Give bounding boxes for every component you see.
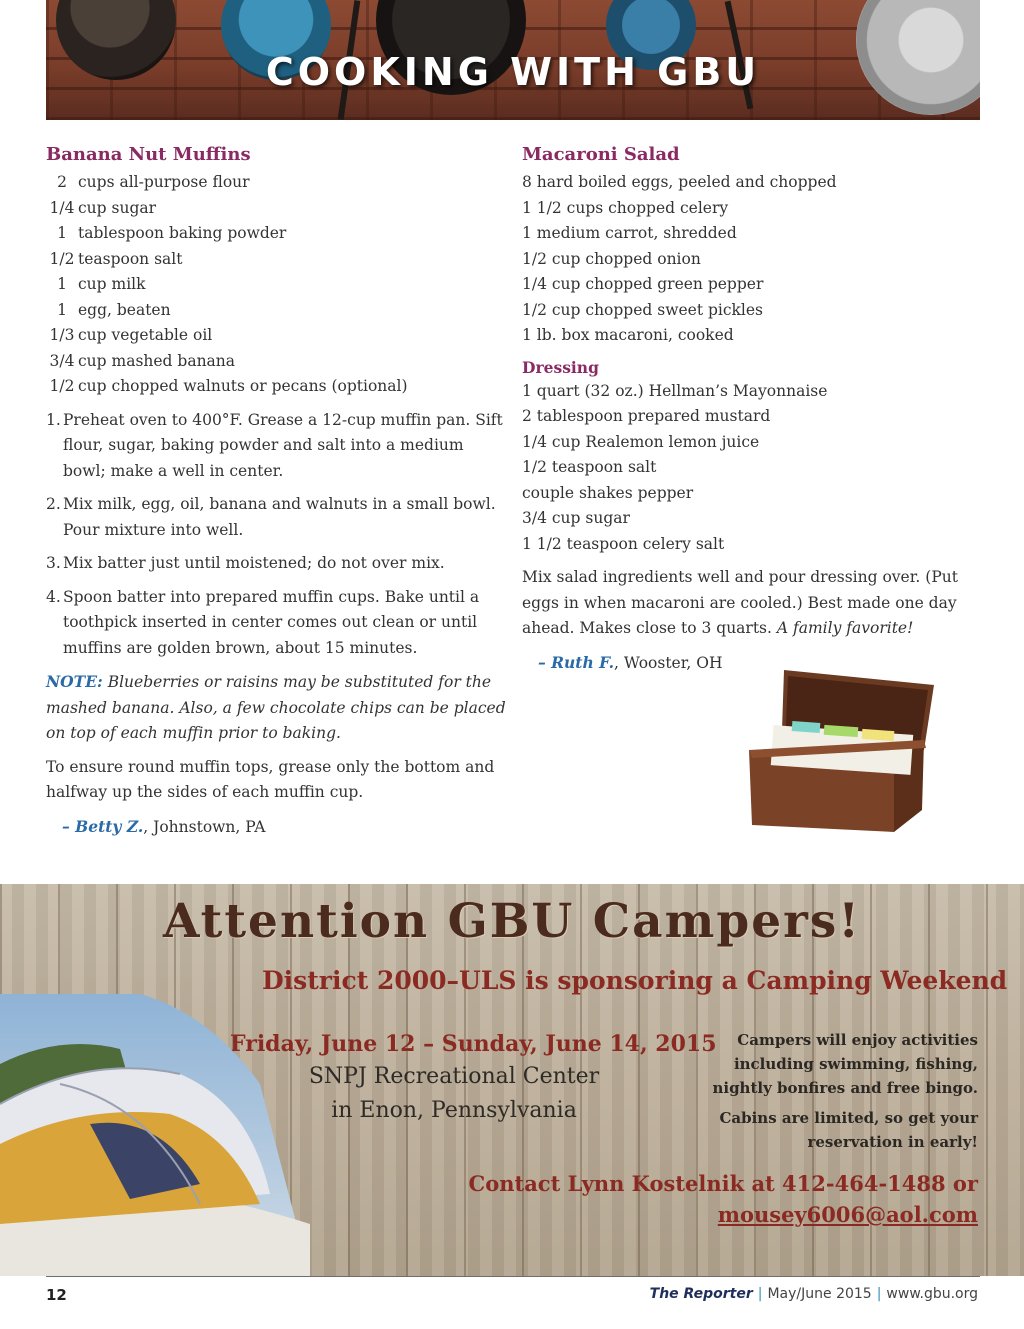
dressing-title: Dressing bbox=[522, 357, 599, 377]
ad-activities: Campers will enjoy activities including swimming, fishing, nightly bonfires and free bingo. bbox=[712, 1031, 978, 1097]
ingredient-row bbox=[46, 221, 506, 247]
note-label: NOTE: bbox=[46, 672, 103, 691]
ingredient-text: tablespoon baking powder bbox=[78, 224, 287, 242]
ad-email-link[interactable]: mousey6006@aol.com bbox=[717, 1202, 978, 1227]
ingredient-row bbox=[46, 196, 506, 222]
ad-sponsor: District 2000–ULS is sponsoring a Camping Weekend bbox=[262, 966, 1008, 995]
ingredient-row: 1/2 cup chopped onion bbox=[522, 249, 701, 268]
page-number: 12 bbox=[46, 1286, 67, 1304]
ingredient-row: couple shakes pepper bbox=[522, 483, 694, 502]
step-text: Mix milk, egg, oil, banana and walnuts in a small bowl. Pour mixture into well. bbox=[63, 495, 496, 539]
ingredient-row: 1/2 teaspoon salt bbox=[522, 458, 657, 476]
ad-location: in Enon, Pennsylvania bbox=[331, 1098, 577, 1123]
ingredient-text: cup milk bbox=[78, 275, 146, 293]
ingredient-quantity: 1 bbox=[57, 300, 67, 319]
macaroni-title: Macaroni Salad bbox=[522, 144, 680, 165]
muffins-tip: To ensure round muffin tops, grease only the bottom and halfway up the sides of each muffin cup. bbox=[46, 757, 495, 801]
ingredient-quantity: 1 bbox=[57, 224, 67, 242]
muffins-steps bbox=[46, 408, 506, 662]
header-banner bbox=[46, 0, 980, 120]
ingredient-row bbox=[46, 272, 506, 298]
step-text: Preheat oven to 400°F. Grease a 12-cup muffin pan. Sift flour, sugar, baking powder and salt into a medium bowl; make a well in center. bbox=[63, 410, 503, 480]
footer-separator: | bbox=[876, 1286, 882, 1302]
ingredient-row bbox=[46, 374, 506, 400]
publication-name: The Reporter bbox=[649, 1286, 753, 1302]
ingredient-row: 1/2 cup chopped sweet pickles bbox=[522, 300, 764, 319]
ingredient-text: cup chopped walnuts or pecans (optional) bbox=[78, 377, 408, 395]
ad-venue: SNPJ Recreational Center bbox=[308, 1064, 600, 1089]
ad-contact: Contact Lynn Kostelnik at 412-464-1488 or bbox=[468, 1171, 978, 1196]
ingredient-text: egg, beaten bbox=[78, 300, 171, 319]
ingredient-row: 1/4 cup Realemon lemon juice bbox=[522, 432, 760, 451]
family-favorite-text: A family favorite! bbox=[776, 619, 914, 637]
step-number: 4. bbox=[46, 587, 61, 606]
ingredient-quantity: 1/3 bbox=[49, 326, 75, 344]
muffins-ingredient-list bbox=[46, 170, 506, 400]
ingredient-text: teaspoon salt bbox=[78, 249, 183, 268]
tent-image bbox=[0, 994, 310, 1276]
dressing-ingredient-list bbox=[522, 379, 962, 558]
author-name: – Betty Z. bbox=[62, 816, 144, 836]
ingredient-row bbox=[46, 323, 506, 349]
ingredient-quantity: 2 bbox=[57, 173, 67, 191]
author-place: , Johnstown, PA bbox=[143, 817, 266, 836]
footer-publication-info bbox=[650, 1286, 978, 1302]
website-link[interactable]: www.gbu.org bbox=[886, 1286, 978, 1302]
camping-ad bbox=[0, 884, 1024, 1276]
ingredient-row: 1 lb. box macaroni, cooked bbox=[522, 326, 734, 344]
macaroni-ingredient-list bbox=[522, 170, 962, 349]
author-name: – Ruth F. bbox=[538, 652, 614, 672]
issue-date: May/June 2015 bbox=[767, 1286, 872, 1302]
ingredient-quantity: 1/4 bbox=[49, 198, 75, 217]
ingredient-row: 1/4 cup chopped green pepper bbox=[522, 275, 764, 293]
ingredient-row: 3/4 cup sugar bbox=[522, 509, 630, 527]
step-text: Mix batter just until moistened; do not over mix. bbox=[63, 554, 445, 572]
step-number: 1. bbox=[46, 410, 61, 429]
ingredient-row: 1 1/2 teaspoon celery salt bbox=[522, 534, 725, 553]
recipe-step bbox=[46, 408, 506, 485]
ad-dates: Friday, June 12 – Sunday, June 14, 2015 bbox=[230, 1031, 717, 1057]
ingredient-row bbox=[46, 349, 506, 375]
ingredient-row: 1 1/2 cups chopped celery bbox=[522, 198, 729, 217]
ingredient-row bbox=[46, 170, 506, 196]
page-title: COOKING WITH GBU bbox=[265, 50, 761, 94]
ingredient-row bbox=[46, 247, 506, 273]
ingredient-row: 1 medium carrot, shredded bbox=[522, 224, 737, 242]
recipe-step bbox=[46, 551, 506, 577]
macaroni-instructions bbox=[522, 565, 962, 642]
ingredient-quantity: 1/2 bbox=[49, 377, 75, 395]
ingredient-row: 1 quart (32 oz.) Hellman’s Mayonnaise bbox=[522, 381, 828, 400]
step-number: 3. bbox=[46, 554, 61, 572]
muffins-recipe bbox=[46, 142, 506, 840]
muffins-note bbox=[46, 669, 506, 747]
ingredient-quantity: 1 bbox=[57, 275, 67, 293]
recipe-box-image bbox=[744, 660, 944, 835]
ingredient-text: cup sugar bbox=[78, 198, 157, 217]
step-text: Spoon batter into prepared muffin cups. Bake until a toothpick inserted in center comes out clean or until muffins are golden brown, about 15 minutes. bbox=[63, 587, 480, 657]
ingredient-row: 2 tablespoon prepared mustard bbox=[522, 407, 771, 425]
footer-divider bbox=[46, 1276, 980, 1277]
ingredient-row: 8 hard boiled eggs, peeled and chopped bbox=[522, 173, 837, 191]
ingredient-quantity: 1/2 bbox=[49, 249, 75, 268]
ingredient-text: cup vegetable oil bbox=[78, 326, 213, 344]
recipe-step bbox=[46, 492, 506, 543]
recipe-step bbox=[46, 585, 506, 662]
footer-separator: | bbox=[757, 1286, 763, 1302]
ad-headline: Attention GBU Campers! bbox=[162, 894, 861, 949]
macaroni-recipe bbox=[522, 142, 962, 676]
ad-cabins: Cabins are limited, so get your reservation in early! bbox=[719, 1109, 978, 1151]
muffins-title: Banana Nut Muffins bbox=[46, 144, 251, 165]
ingredient-quantity: 3/4 bbox=[49, 351, 75, 370]
note-text: Blueberries or raisins may be substituted for the mashed banana. Also, a few chocolate chips can be placed on top of each muffin prior to baking. bbox=[46, 673, 506, 742]
ingredient-text: cup mashed banana bbox=[78, 351, 236, 370]
ingredient-row bbox=[46, 298, 506, 324]
ingredient-text: cups all-purpose flour bbox=[78, 173, 250, 191]
step-number: 2. bbox=[46, 495, 61, 513]
instructions-text: Mix salad ingredients well and pour dressing over. (Put eggs in when macaroni are cooled.) Best made one day ahead. Makes close to 3 quarts. bbox=[522, 568, 958, 637]
muffins-signature bbox=[46, 814, 506, 841]
author-place: , Wooster, OH bbox=[613, 653, 723, 672]
